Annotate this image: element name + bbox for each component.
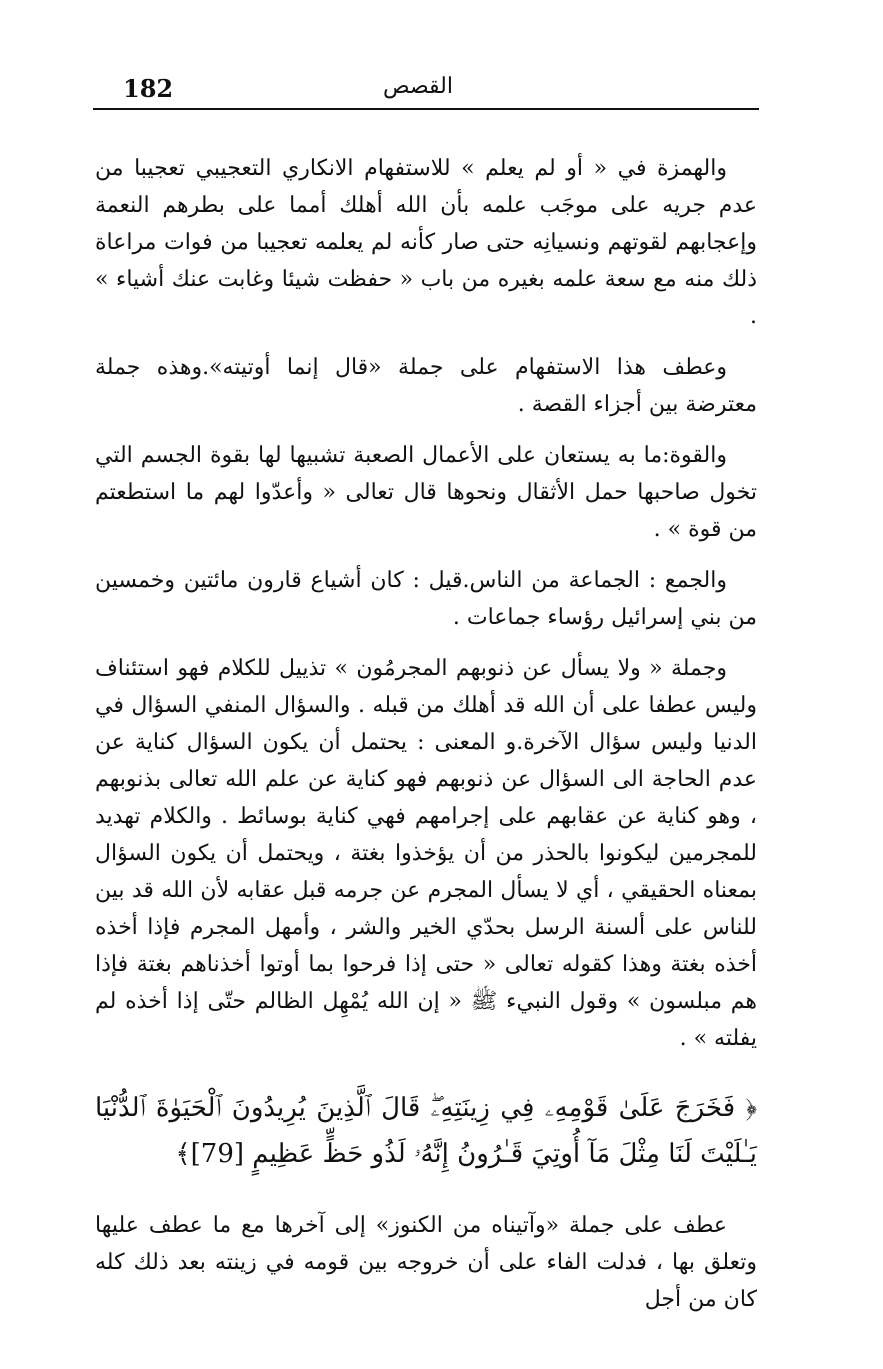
commentary-text bbox=[95, 150, 757, 1332]
page-header bbox=[93, 68, 759, 104]
paragraph: والجمع : الجماعة من الناس.قيل : كان أشياع قارون مائتين وخمسين من بني إسرائيل رؤساء جماعات . bbox=[95, 568, 757, 630]
quran-verse: ﴿ فَخَرَجَ عَلَىٰ قَوْمِهِۦ فِي زِينَتِهِۦۖ قَالَ ٱلَّذِينَ يُرِيدُونَ ٱلْحَيَوٰةَ ٱلدُّنْيَا يَـٰلَيْتَ لَنَا مِثْلَ مَآ أُوتِيَ قَـٰرُونُ إِنَّهُۥ لَذُو حَظٍّ عَظِيمٍ [79]﴾ bbox=[95, 1093, 757, 1169]
paragraph: والهمزة في « أو لم يعلم » للاستفهام الانكاري التعجيبي تعجيبا من عدم جريه على موجَب علمه بأن الله أهلك أمما على بطرهم النعمة وإعجابهم لقوتهم ونسيانِه حتى صار كأنه لم يعلمه تعجيبا من فوات مراعاة ذلك منه مع سعة علمه بغيره من باب « حفظت شيئا وغابت عنك أشياء » . bbox=[95, 156, 757, 329]
page-number: 182 bbox=[123, 74, 174, 103]
paragraph: وعطف هذا الاستفهام على جملة «قال إنما أوتيته».وهذه جملة معترضة بين أجزاء القصة . bbox=[95, 355, 757, 417]
paragraph: والقوة:ما به يستعان على الأعمال الصعبة تشبيها لها بقوة الجسم التي تخول صاحبها حمل الأثقال ونحوها قال تعالى « وأعدّوا لهم ما استطعتم من قوة » . bbox=[95, 443, 757, 542]
paragraph: عطف على جملة «وآتيناه من الكنوز» إلى آخرها مع ما عطف عليها وتعلق بها ، فدلت الفاء على أن خروجه بين قومه في زينته بعد ذلك كله كان من أجل bbox=[95, 1213, 757, 1312]
running-title: القصص bbox=[383, 74, 453, 99]
paragraph: وجملة « ولا يسأل عن ذنوبهم المجرمُون » تذييل للكلام فهو استئناف وليس عطفا على أن الله قد أهلك من قبله . والسؤال المنفي السؤال في الدنيا وليس سؤال الآخرة.و المعنى : يحتمل أن يكون السؤال كناية عن عدم الحاجة الى السؤال عن ذنوبهم فهو كناية عن علم الله تعالى بذنوبهم ، وهو كناية عن عقابهم على إجرامهم فهي كناية بوسائط . والكلام تهديد للمجرمين ليكونوا بالحذر من أن يؤخذوا بغتة ، ويحتمل أن يكون السؤال بمعناه الحقيقي ، أي لا يسأل المجرم عن جرمه قبل عقابه لأن الله قد بين للناس على ألسنة الرسل بحدّي الخير والشر ، وأمهل المجرم فإذا أخذه أخذه بغتة وهذا كقوله تعالى « حتى إذا فرحوا بما أوتوا أخذناهم بغتة فإذا هم مبلسون » وقول النبيء ﷺ « إن الله يُمْهِل الظالم حتّى إذا أخذه لم يفلته » . bbox=[95, 656, 757, 1051]
header-rule bbox=[93, 108, 759, 110]
